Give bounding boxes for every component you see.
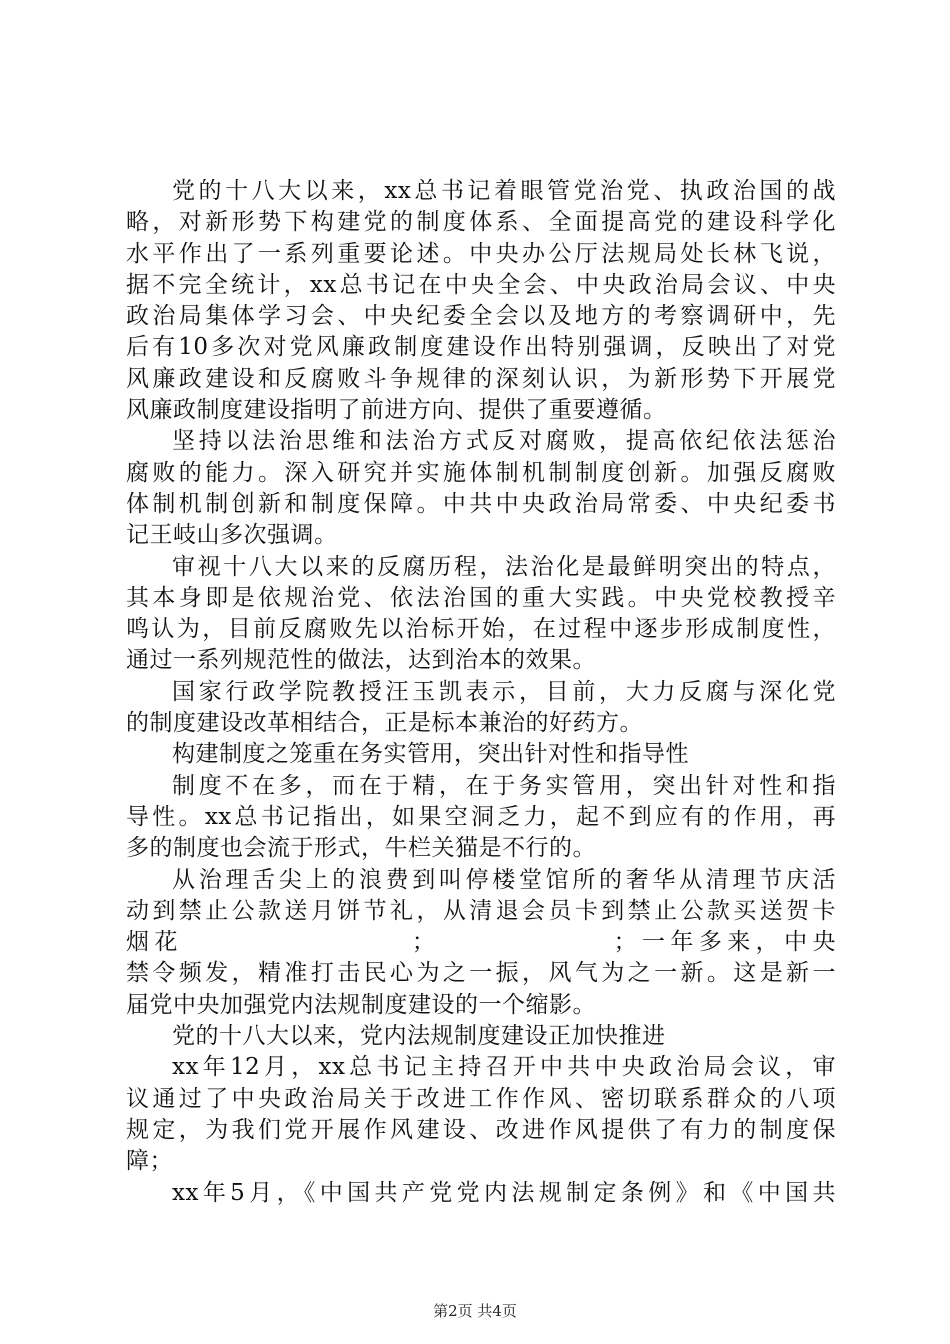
section-heading-1 (126, 739, 836, 770)
text-line: xx年5月，《中国共产党党内法规制定条例》和《中国共 (172, 1179, 836, 1206)
paragraph-7 (126, 1052, 836, 1177)
text-line: 其本身即是依规治党、依法治国的重大实践。中央党校教授辛 (126, 584, 836, 611)
paragraph-8 (126, 1178, 836, 1209)
text-line: 动到禁止公款送月饼节礼，从清退会员卡到禁止公款买送贺卡 (126, 897, 836, 924)
text-line: 鸣认为，目前反腐败先以治标开始，在过程中逐步形成制度性， (126, 616, 836, 643)
text-line: 议通过了中央政治局关于改进工作作风、密切联系群众的八项 (126, 1085, 836, 1112)
text-line: 风廉政建设和反腐败斗争规律的深刻认识，为新形势下开展党 (126, 365, 836, 392)
text-line: 党的十八大以来，xx总书记着眼管党治党、执政治国的战 (172, 178, 836, 204)
text-line: 届党中央加强党内法规制度建设的一个缩影。 (126, 991, 596, 1018)
text-line: 据不完全统计，xx总书记在中央全会、中央政治局会议、中央 (126, 271, 836, 298)
text-line: 制度不在多，而在于精，在于务实管用，突出针对性和指 (172, 772, 836, 799)
text-line: 腐败的能力。深入研究并实施体制机制制度创新。加强反腐败 (126, 459, 836, 486)
text-line: 略，对新形势下构建党的制度体系、全面提高党的建设科学化 (126, 209, 836, 236)
paragraph-1 (126, 176, 836, 426)
page-number-label: 第2页 共4页 (433, 1302, 517, 1320)
document-body (126, 176, 836, 1209)
text-line: 导性。xx总书记指出，如果空洞乏力，起不到应有的作用，再 (126, 803, 836, 830)
section-heading-2 (126, 1021, 836, 1052)
text-line: 通过一系列规范性的做法，达到治本的效果。 (126, 647, 596, 674)
text-line: 障； (126, 1148, 173, 1175)
paragraph-6 (126, 865, 836, 1021)
text-line: 构建制度之笼重在务实管用，突出针对性和指导性 (172, 741, 689, 768)
text-line: 风廉政制度建设指明了前进方向、提供了重要遵循。 (126, 397, 667, 424)
text-line: 记王岐山多次强调。 (126, 522, 338, 549)
text-line: 多的制度也会流于形式，牛栏关猫是不行的。 (126, 835, 596, 862)
text-line: 规定，为我们党开展作风建设、改进作风提供了有力的制度保 (126, 1116, 836, 1143)
paragraph-4 (126, 677, 836, 740)
text-line: 审视十八大以来的反腐历程，法治化是最鲜明突出的特点， (172, 553, 836, 580)
text-line: 烟花 ； ；一年多来，中央 (126, 929, 836, 956)
text-line: 从治理舌尖上的浪费到叫停楼堂馆所的奢华从清理节庆活 (172, 866, 836, 893)
paragraph-5 (126, 771, 836, 865)
text-line: 政治局集体学习会、中央纪委全会以及地方的考察调研中，先 (126, 303, 836, 330)
paragraph-2 (126, 426, 836, 551)
text-line: 水平作出了一系列重要论述。中央办公厅法规局处长林飞说， (126, 240, 836, 267)
text-line: 体制机制创新和制度保障。中共中央政治局常委、中央纪委书 (126, 490, 836, 517)
text-line: 坚持以法治思维和法治方式反对腐败，提高依纪依法惩治 (172, 428, 836, 455)
paragraph-3 (126, 552, 836, 677)
text-line: 党的十八大以来，党内法规制度建设正加快推进 (172, 1023, 666, 1050)
page-footer (0, 1300, 950, 1321)
text-line: 的制度建设改革相结合，正是标本兼治的好药方。 (126, 710, 643, 737)
text-line: xx年12月，xx总书记主持召开中共中央政治局会议，审 (172, 1054, 836, 1081)
text-line: 禁令频发，精准打击民心为之一振，风气为之一新。这是新一 (126, 960, 836, 987)
text-line: 后有10多次对党风廉政制度建设作出特别强调，反映出了对党 (126, 334, 836, 361)
text-line: 国家行政学院教授汪玉凯表示，目前，大力反腐与深化党 (172, 678, 836, 705)
